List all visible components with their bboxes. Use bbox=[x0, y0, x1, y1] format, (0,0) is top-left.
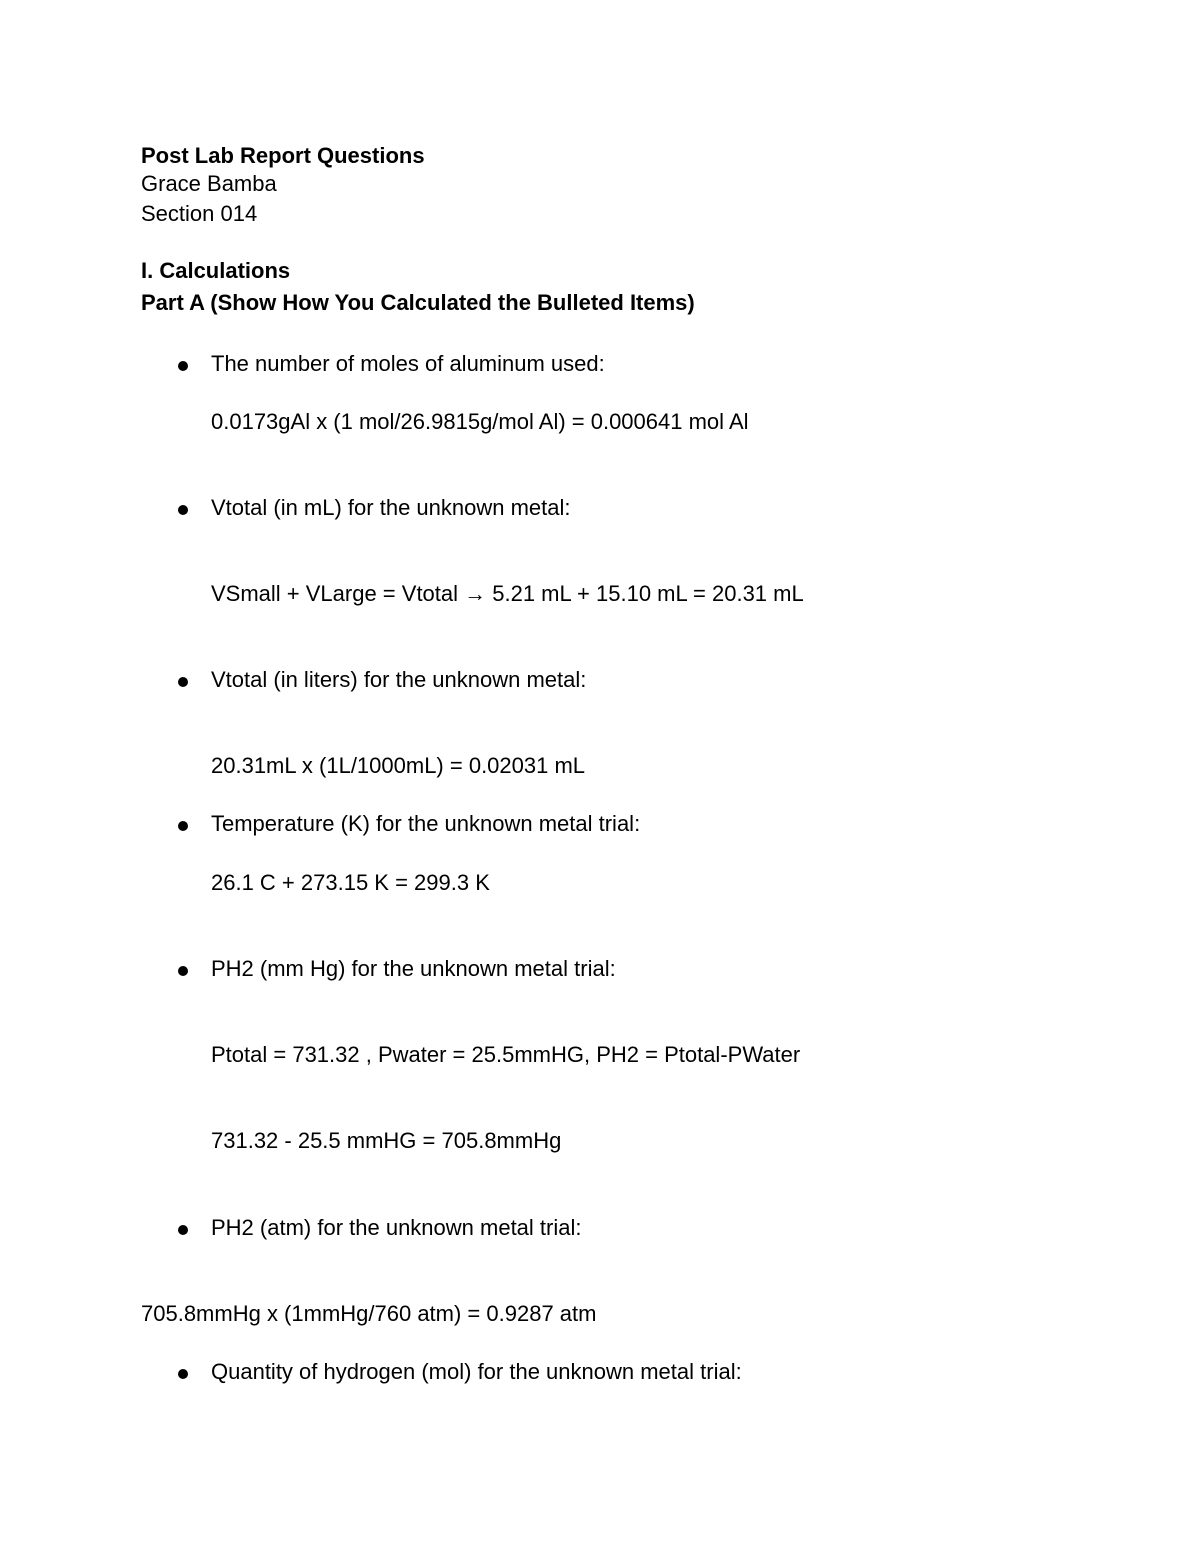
bullet-icon bbox=[178, 966, 188, 976]
item-calculation-moles-aluminum: 0.0173gAl x (1 mol/26.9815g/mol Al) = 0.000641 mol Al bbox=[211, 409, 749, 434]
item-label-moles-aluminum: The number of moles of aluminum used: bbox=[211, 351, 605, 376]
item-calculation-ph2-values: Ptotal = 731.32 , Pwater = 25.5mmHG, PH2 = Ptotal-PWater bbox=[211, 1042, 801, 1067]
item-calculation-vtotal-liters: 20.31mL x (1L/1000mL) = 0.02031 mL bbox=[211, 753, 586, 778]
bullet-icon bbox=[178, 677, 188, 687]
bullet-icon bbox=[178, 361, 188, 371]
bullet-icon bbox=[178, 1225, 188, 1235]
item-calculation-vtotal-ml: VSmall + VLarge = Vtotal → 5.21 mL + 15.10 mL = 20.31 mL bbox=[211, 581, 804, 606]
item-calculation-ph2-mmhg: 731.32 - 25.5 mmHG = 705.8mmHg bbox=[211, 1128, 562, 1153]
item-label-ph2-atm: PH2 (atm) for the unknown metal trial: bbox=[211, 1215, 582, 1240]
part-heading: Part A (Show How You Calculated the Bulleted Items) bbox=[141, 290, 695, 315]
item-label-ph2-mmhg: PH2 (mm Hg) for the unknown metal trial: bbox=[211, 956, 616, 981]
item-label-temperature: Temperature (K) for the unknown metal trial: bbox=[211, 811, 641, 836]
section-heading: I. Calculations bbox=[141, 258, 291, 283]
bullet-icon bbox=[178, 1369, 188, 1379]
bullet-icon bbox=[178, 821, 188, 831]
document-title: Post Lab Report Questions bbox=[141, 143, 425, 168]
author-name: Grace Bamba bbox=[141, 171, 277, 196]
item-calculation-ph2-atm: 705.8mmHg x (1mmHg/760 atm) = 0.9287 atm bbox=[141, 1301, 597, 1326]
item-label-hydrogen-quantity: Quantity of hydrogen (mol) for the unknown metal trial: bbox=[211, 1359, 742, 1384]
item-label-vtotal-liters: Vtotal (in liters) for the unknown metal: bbox=[211, 667, 587, 692]
section-number: Section 014 bbox=[141, 201, 258, 226]
item-calculation-temperature: 26.1 C + 273.15 K = 299.3 K bbox=[211, 870, 490, 895]
bullet-icon bbox=[178, 505, 188, 515]
item-label-vtotal-ml: Vtotal (in mL) for the unknown metal: bbox=[211, 495, 571, 520]
